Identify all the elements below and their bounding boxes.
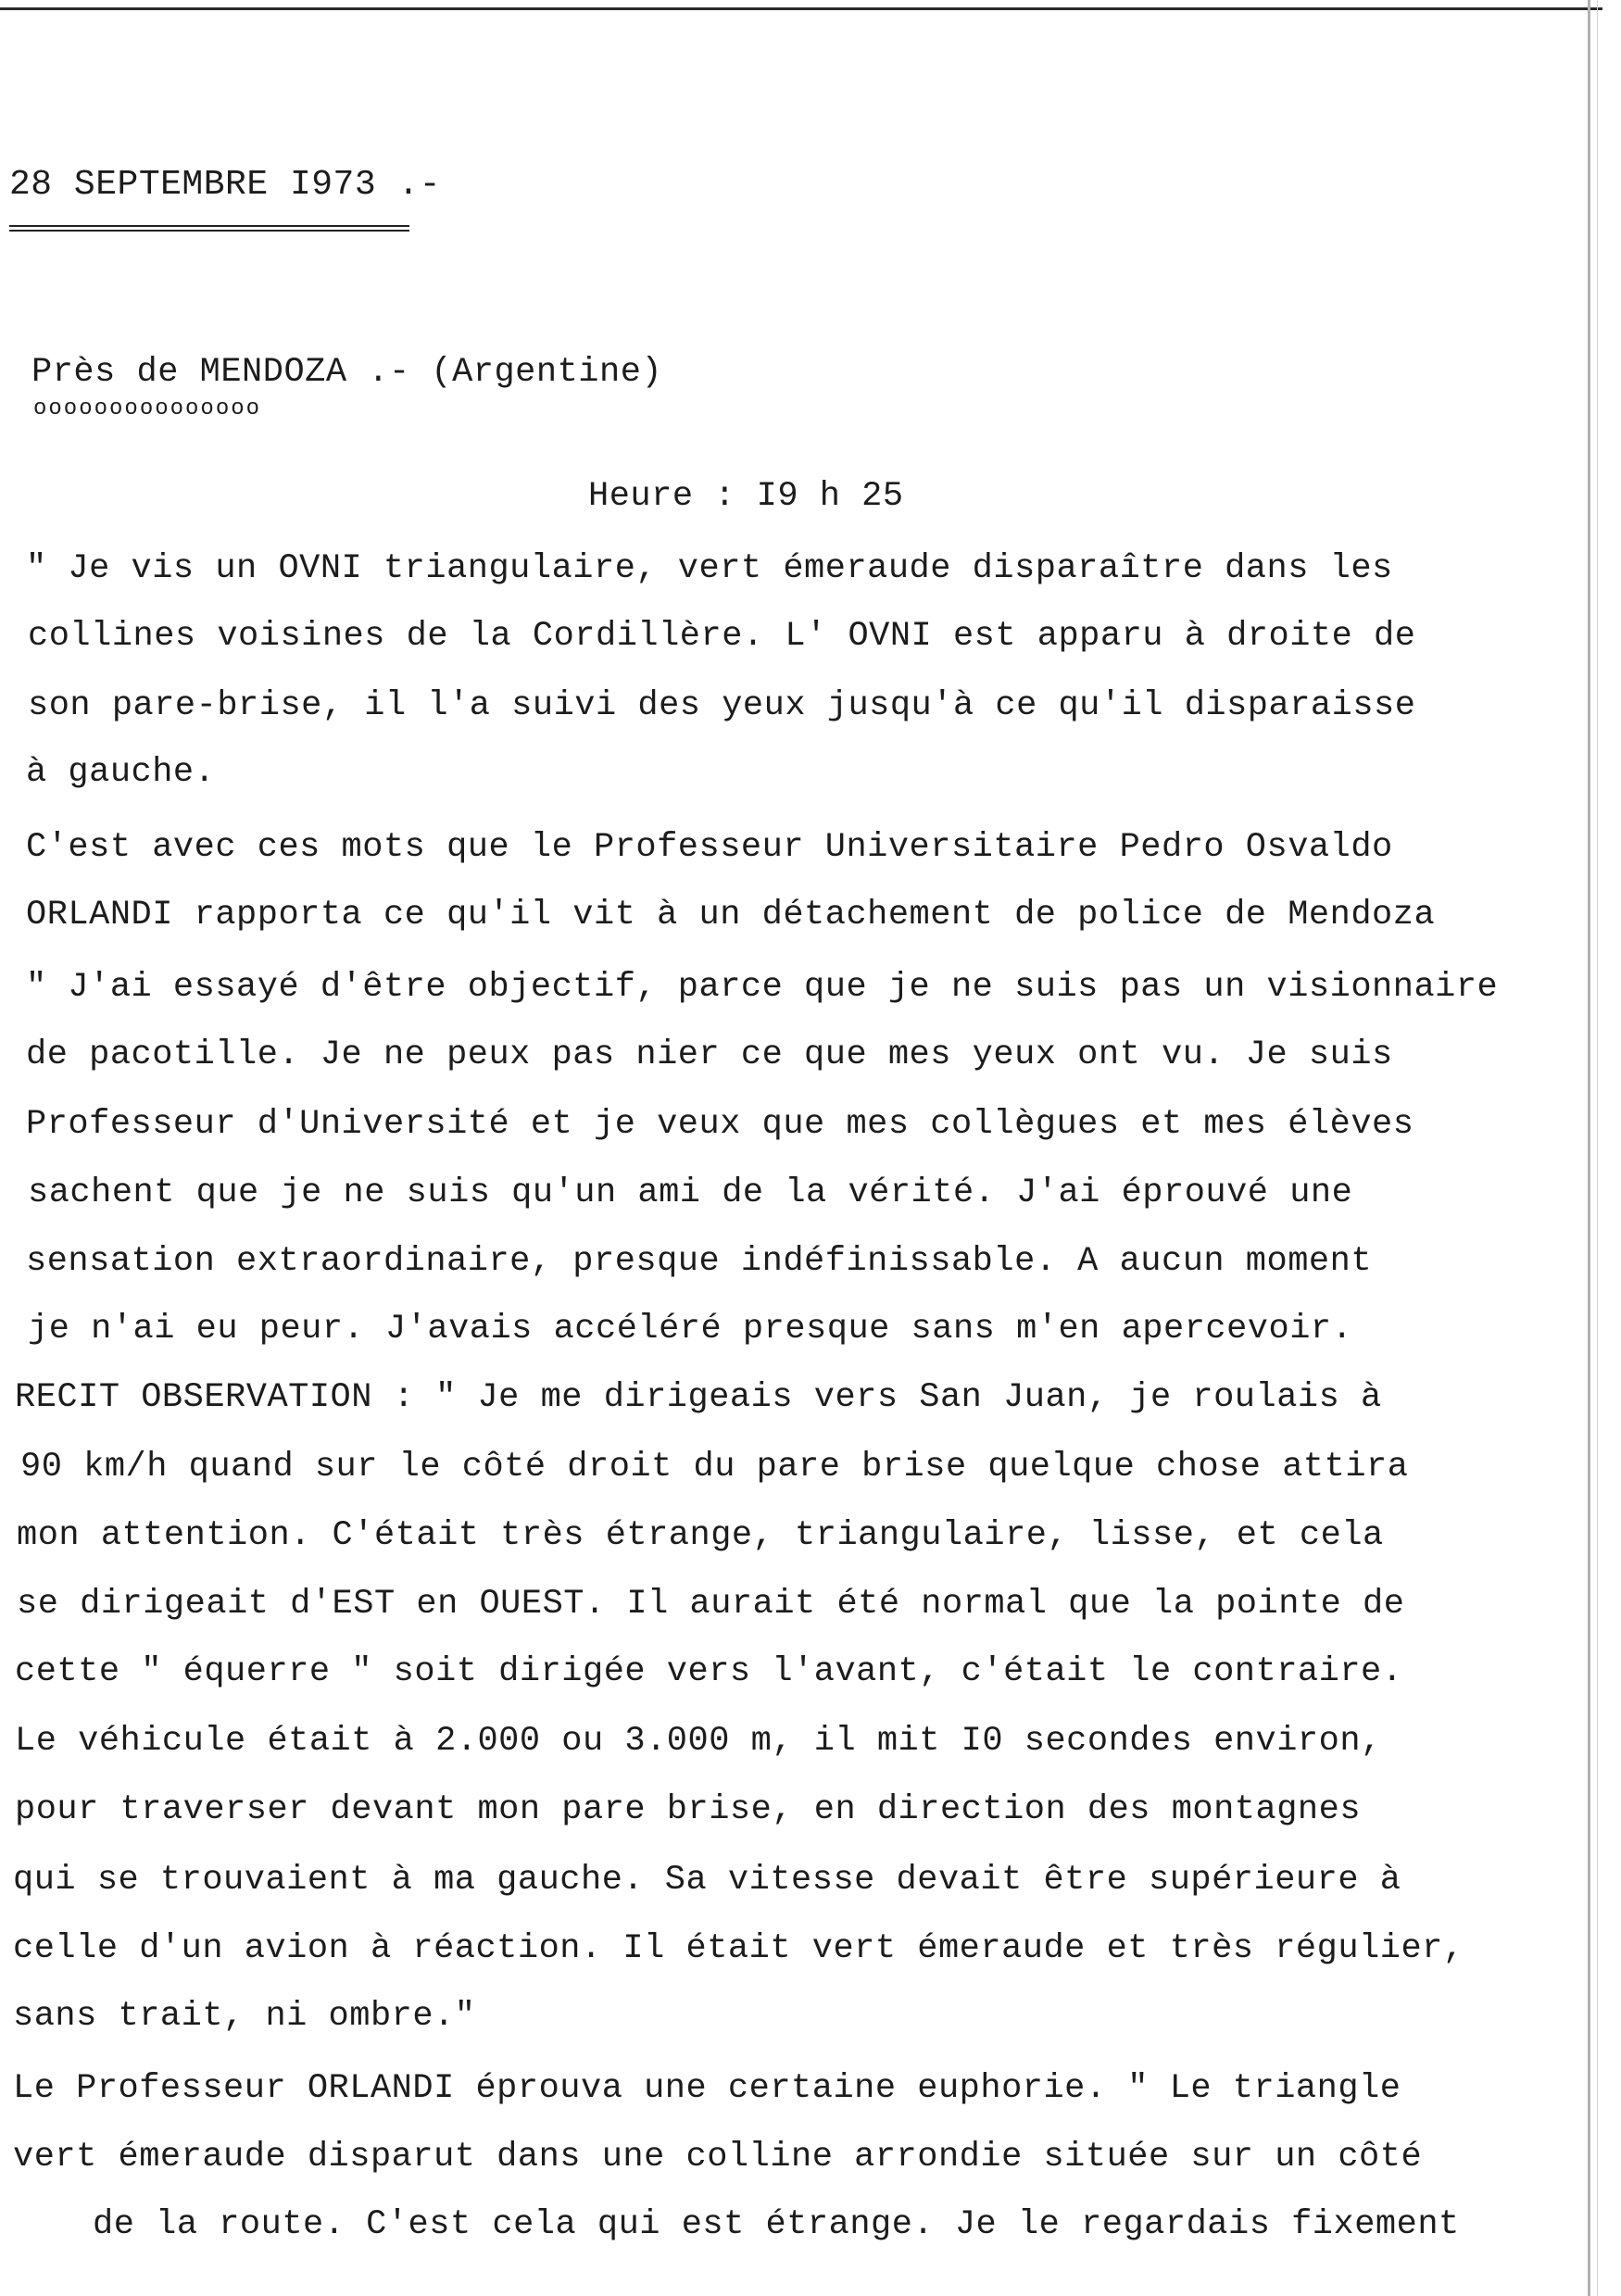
body-line: se dirigeait d'EST en OUEST. Il aurait été normal que la pointe de xyxy=(17,1585,1405,1624)
body-line: vert émeraude disparut dans une colline arrondie située sur un côté xyxy=(13,2138,1423,2177)
body-line: de pacotille. Je ne peux pas nier ce que mes yeux ont vu. Je suis xyxy=(26,1035,1393,1074)
body-line: son pare-brise, il l'a suivi des yeux jusqu'à ce qu'il disparaisse xyxy=(28,686,1416,725)
date-double-underline xyxy=(9,225,409,227)
top-border-rule xyxy=(0,7,1602,10)
body-line: Professeur d'Université et je veux que mes collègues et mes élèves xyxy=(26,1105,1414,1144)
page-right-edge xyxy=(1588,0,1590,2296)
body-line: sensation extraordinaire, presque indéfinissable. A aucun moment xyxy=(26,1242,1373,1281)
body-line: " J'ai essayé d'être objectif, parce que je ne suis pas un visionnaire xyxy=(26,968,1499,1007)
time-heading: Heure : I9 h 25 xyxy=(588,477,904,516)
body-line: mon attention. C'était très étrange, triangulaire, lisse, et cela xyxy=(17,1516,1384,1555)
body-line: Le Professeur ORLANDI éprouva une certaine euphorie. " Le triangle xyxy=(13,2069,1401,2108)
body-line: sachent que je ne suis qu'un ami de la vérité. J'ai éprouvé une xyxy=(28,1173,1353,1212)
body-line: 90 km/h quand sur le côté droit du pare brise quelque chose attira xyxy=(20,1448,1409,1487)
body-line: de la route. C'est cela qui est étrange. Je le regardais fixement xyxy=(93,2205,1460,2244)
page-right-edge-shadow xyxy=(1597,0,1598,2296)
location-underline: ooooooooooooooo xyxy=(33,396,262,421)
body-line: Le véhicule était à 2.000 ou 3.000 m, il mit I0 secondes environ, xyxy=(15,1722,1382,1761)
body-line: à gauche. xyxy=(26,753,216,792)
body-line: cette " équerre " soit dirigée vers l'avant, c'était le contraire. xyxy=(15,1652,1403,1691)
body-line: C'est avec ces mots que le Professeur Universitaire Pedro Osvaldo xyxy=(26,828,1393,867)
body-line: collines voisines de la Cordillère. L' OVNI est apparu à droite de xyxy=(28,617,1416,656)
location-heading: Près de MENDOZA .- (Argentine) xyxy=(31,353,663,392)
body-line: je n'ai eu peur. J'avais accéléré presque sans m'en apercevoir. xyxy=(28,1310,1353,1349)
body-line: ORLANDI rapporta ce qu'il vit à un détachement de police de Mendoza xyxy=(26,896,1436,935)
body-line: pour traverser devant mon pare brise, en direction des montagnes xyxy=(15,1790,1362,1829)
body-line: qui se trouvaient à ma gauche. Sa vitesse devait être supérieure à xyxy=(13,1861,1401,1900)
body-line: RECIT OBSERVATION : " Je me dirigeais vers San Juan, je roulais à xyxy=(15,1378,1382,1417)
document-date: 28 SEPTEMBRE I973 .- xyxy=(9,165,442,205)
body-line: sans trait, ni ombre." xyxy=(13,1997,476,2036)
body-line: " Je vis un OVNI triangulaire, vert émeraude disparaître dans les xyxy=(26,549,1393,588)
body-line: celle d'un avion à réaction. Il était vert émeraude et très régulier, xyxy=(13,1929,1464,1968)
